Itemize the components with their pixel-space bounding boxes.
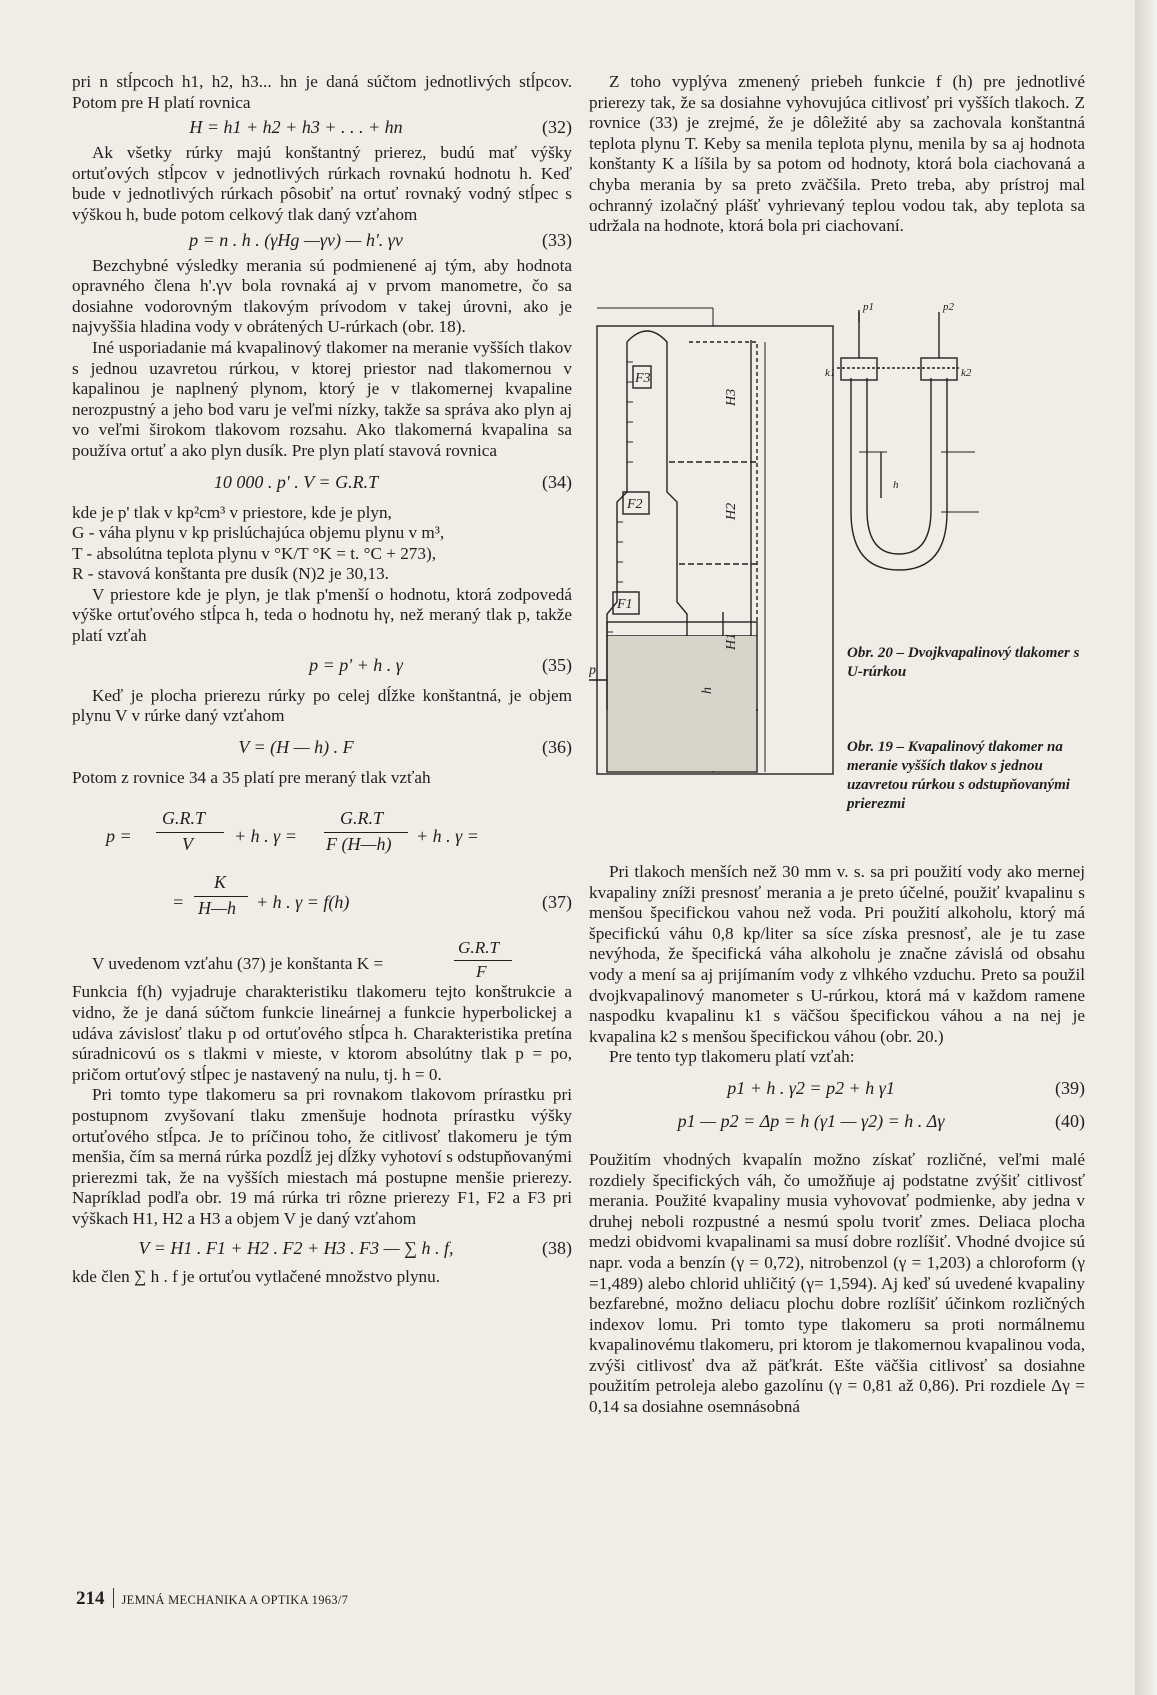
label-f3: F3 <box>635 371 651 386</box>
figure-manometers <box>589 302 1085 824</box>
footer-divider <box>113 1588 114 1608</box>
constant-k-line: V uvedenom vzťahu (37) je konštanta K = G.R.T F <box>72 938 572 982</box>
paragraph: kde člen ∑ h . f je ortuťou vytlačené množstvo plynu. <box>72 1266 441 1286</box>
page-edge <box>1135 0 1157 1695</box>
paragraph: Bezchybné výsledky merania sú podmienené aj tým, aby hodnota opravného člena h'.γv bola rovnaká aj v prvom manometre, čo sa dosiahne vodorovným tlakovým prívodom v takej úrovni, ako je najvyššia hladina vody v obrátených U-rúrkach (obr. 18). <box>72 255 572 337</box>
paragraph: Použitím vhodných kvapalín možno získať rozličné, veľmi malé rozdiely špecifických váh, čo umožňuje aj podstatne zvýšiť citlivosť merania. Použité kvapaliny musia vyhovovať podmienke, aby jedna v druhej neboli rozpustné a nesmú spolu tvoriť zmes. Deliaca plocha medzi obidvomi kvapalinami sa musí dobre rozlíšiť. Vhodné dvojice sú napr. voda a benzín (γ = 0,72), nitrobenzol (γ = 1,203) a chloroform (γ =1,489) alebo chlorid uhličitý (γ= 1,594). Aj keď sú uvedené kvapaliny bezfarebné, možno deliacu plochu dobre rozlíšiť účinkom rozličných indexov lomu. Pri tomto type tlakomeru sa proti normálnemu kvapalinovému tlakomeru, pri ktorom je tlakomernou kvapalinou voda, zvýši citlivosť dva až päťkrát. Ešte väčšia citlivosť sa dosiahne použitím petroleja alebo gazolínu (γ = 0,81 až 0,86). Pri rozdiele Δγ = 0,14 sa dosiahne osemnásobná <box>589 1149 1085 1417</box>
equation-33: p = n . h . (γHg —γv) — h'. γv (33) <box>189 229 572 250</box>
fraction-bar <box>454 960 512 961</box>
right-column-bottom <box>589 862 1085 1418</box>
equation-37: p = G.R.T V + h . γ = G.R.T F (H—h) + h . γ = = K H—h + h . γ = f(h) (37) <box>106 808 572 919</box>
reservoir-right <box>921 358 957 380</box>
left-column <box>72 72 572 1287</box>
reservoir-left <box>841 358 877 380</box>
page-footer <box>76 1588 348 1610</box>
paragraph: Funkcia f(h) vyjadruje charakteristiku tlakomeru tejto konštrukcie a vidno, že je daná súčtom funkcie lineárnej a funkcie hyperbolickej a udáva závislosť tlaku p od ortuťového stĺpca h. Charakteristika pretína súradnicovú os s tlakmi v mieste, v ktorom absolútny tlak p = po, pričom ortuťový stĺpec je nastavený na nulu, tj. h = 0. <box>72 982 572 1084</box>
label-h: h <box>700 687 715 694</box>
label-f2: F2 <box>627 497 643 512</box>
equation-39: p1 + h . γ2 = p2 + h γ1 (39) <box>727 1077 1085 1098</box>
paragraph: G - váha plynu v kp prislúchajúca objemu plynu v m³, <box>72 523 445 543</box>
right-column-top <box>589 72 1085 237</box>
paragraph: Pri tomto type tlakomeru sa pri rovnakom tlakovom prírastku pri postupnom zvyšovaní tlaku zmenšuje hodnota prírastku výšky ortuťového stĺpca. Je to príčinou toho, že citlivosť tlakomeru je tým menšia, čím sa merná rúrka pozdĺž jej dĺžky vyhotoví s odstupňovanými prierezmi tak, že na vyšších miestach má postupne menšie prierezy. Napríklad podľa obr. 19 má rúrka tri rôzne prierezy F1, F2 a F3 pri výškach H1, H2 a H3 a objem V je daný vzťahom <box>72 1085 572 1228</box>
equation-35: p = p' + h . γ (35) <box>309 654 572 675</box>
fraction-bar <box>324 832 408 833</box>
page-number: 214 <box>76 1588 105 1609</box>
caption-fig-19: Obr. 19 – Kvapalinový tlakomer na meranie vyšších tlakov s jednou uzavretou rúrkou s odstupňovanými prierezmi <box>847 739 1070 812</box>
paragraph: Pri tlakoch menších než 30 mm v. s. sa pri použití vody ako mernej kvapaliny zníži presnosť merania a je preto účelné, použiť kvapalinu s menšou špecifickou vahou než voda. Pri použití alkoholu, ktorý má špecifickú váhu 0,8 kp/liter sa síce získa presnosť, ale je tu zase nevýhoda, že špecifická váha alkoholu je značne závislá od obsahu vody a mení sa aj prijímaním vody z vlhkého vzduchu. Preto sa použil dvojkvapalinový manometer s U-rúrkou, ktorá má v každom ramene naspodku kvapalinu k1 s väčšou špecifickou váhou a na nej je kvapalina k2 s menšou špecifickou váhou (obr. 20.) <box>589 862 1085 1046</box>
label-p2: p2 <box>943 302 954 313</box>
caption-fig-20: Obr. 20 – Dvojkvapalinový tlakomer s U-rúrkou <box>847 645 1080 680</box>
equation-36: V = (H — h) . F (36) <box>238 736 572 757</box>
paragraph: Pre tento typ tlakomeru platí vzťah: <box>609 1047 855 1067</box>
label-h3: H3 <box>724 388 739 406</box>
paragraph: pri n stĺpcoch h1, h2, h3... hn je daná súčtom jednotlivých stĺpcov. Potom pre H platí rovnica <box>72 72 572 112</box>
equation-40: p1 — p2 = Δp = h (γ1 — γ2) = h . Δγ (40) <box>677 1110 1085 1131</box>
journal-name: JEMNÁ MECHANIKA A OPTIKA 1963/7 <box>121 1593 349 1607</box>
paragraph: kde je p' tlak v kp²cm³ v priestore, kde je plyn, <box>72 502 392 522</box>
mercury-level <box>608 636 756 771</box>
paragraph: Keď je plocha prierezu rúrky po celej dĺžke konštantná, je objem plynu V v rúrke daný vzťahom <box>72 685 572 726</box>
u-tube-inner <box>867 378 931 554</box>
label-k2: k2 <box>961 367 972 379</box>
label-h2: H2 <box>724 502 739 520</box>
label-p1: p1 <box>863 302 874 313</box>
u-tube-outer <box>851 378 947 570</box>
fraction-bar <box>156 832 224 833</box>
label-p: p <box>589 663 596 678</box>
paragraph: V priestore kde je plyn, je tlak p'menší o hodnotu, ktorá zodpovedá výške ortuťového stĺpca h, teda o hodnotu hγ, než meraný tlak p, takže platí vzťah <box>72 584 572 646</box>
label-h1: H1 <box>724 632 739 650</box>
paragraph: Z toho vyplýva zmenený priebeh funkcie f (h) pre jednotlivé prierezy tak, že sa dosiahne vyhovujúca citlivosť pri vyšších tlakoch. Z rovnice (33) je zrejmé, že je dôležité aby sa zachovala konštantná teplota plynu T. Keby sa menila teplota plynu, menila by sa aj hodnota konštanty K a líšila by sa potom od hodnoty, ktorá bola ciachovaná a chyba merania by sa preto zväčšila. Preto treba, aby prístroj mal ochranný izolačný plášť vyhrievaný teplou vodou tak, aby teplota sa udržala na hodnote, ktorá bola pri ciachovaní. <box>589 72 1085 236</box>
label-k1: k1 <box>825 367 836 379</box>
paragraph: R - stavová konštanta pre dusík (N)2 je 30,13. <box>72 564 389 584</box>
paragraph: Ak všetky rúrky majú konštantný prierez, budú mať výšky ortuťových stĺpcov v jednotlivých rúrkach rovnakú hodnotu h. Keď bude v jednotlivých rúrkach pôsobiť na ortuť rovnaký vodný stĺpec s výškou h, bude potom celkový tlak daný vzťahom <box>72 143 572 224</box>
fraction-bar <box>194 896 248 897</box>
paragraph: Iné usporiadanie má kvapalinový tlakomer na meranie vyšších tlakov s jednou uzavretou rúrkou, v ktorej priestor nad tlakomernou v kapalinou je naplnený plynom, ktorý je v tlakomernej kvapaline nerozpustný a jeho bod varu je veľmi nízky, takže sa správa ako plyn aj vo veľmi širokom tlakovom rozsahu. Ako tlakomerná kvapalina sa používa ortuť a ako plyn dusík. Pre plyn platí stavová rovnica <box>72 337 572 460</box>
label-f1: F1 <box>617 597 633 612</box>
equation-38: V = H1 . F1 + H2 . F2 + H3 . F3 — ∑ h . f, (38) <box>138 1237 572 1258</box>
equation-34: 10 000 . p' . V = G.R.T (34) <box>213 471 572 492</box>
paragraph: T - absolútna teplota plynu v °K/T °K = t. °C + 273), <box>72 543 436 563</box>
label-h-utube: h <box>893 479 899 491</box>
equation-32: H = h1 + h2 + h3 + . . . + hn (32) <box>189 117 572 138</box>
paragraph: Potom z rovnice 34 a 35 platí pre meraný tlak vzťah <box>72 767 431 787</box>
